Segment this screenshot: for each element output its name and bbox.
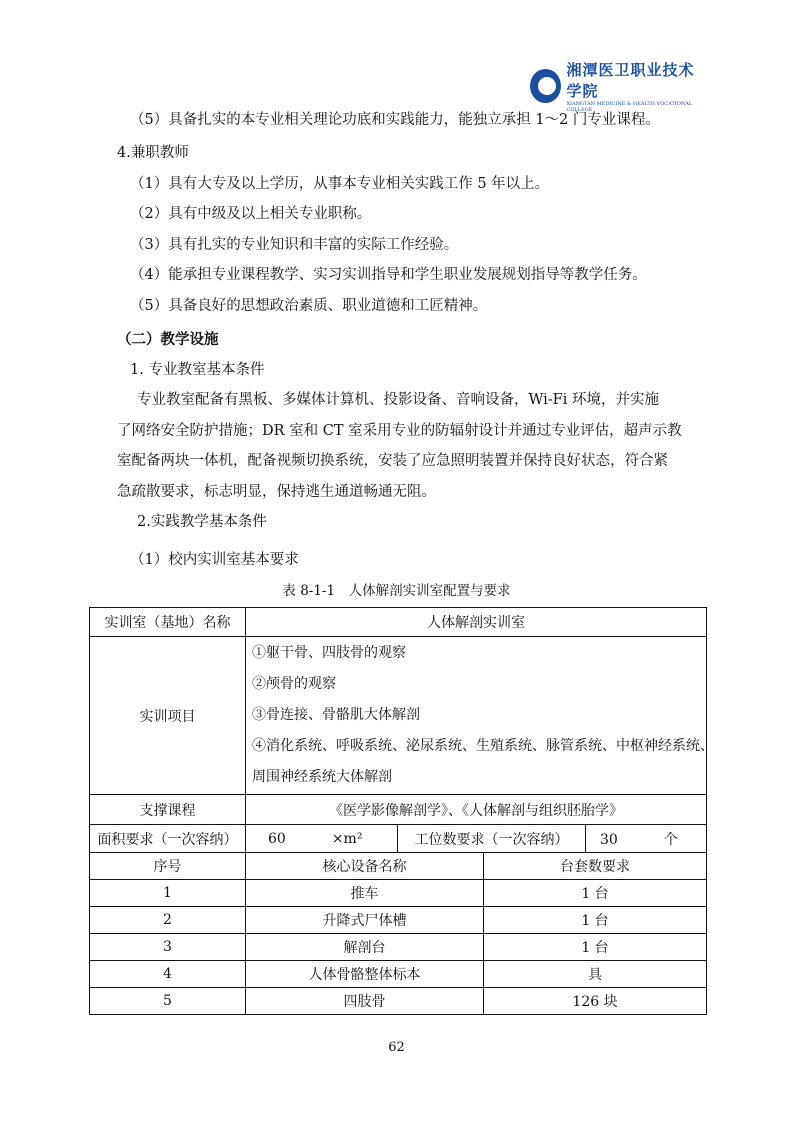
paragraph: （4）能承担专业课程教学、实习实训指导和学生职业发展规划指导等教学任务。 [130,267,647,283]
cell: 4 [90,961,246,988]
cell: 面积要求（一次容纳） [90,825,246,853]
cell: 3 [90,934,246,961]
cell: 实训项目 [90,637,246,795]
cell: 具 [484,961,707,988]
logo-en: XIANGTAN MEDICINE & HEALTH VOCATIONAL COLLEGE [566,101,693,113]
cell: 实训室（基地）名称 [90,608,246,637]
cell: 人体解剖实训室 [246,608,707,637]
header-cell: 台套数要求 [484,853,707,880]
table-caption: 表 8-1-1 人体解剖实训室配置与要求 [282,583,511,599]
project-item: 周围神经系统大体解剖 [252,769,392,785]
subheading: （1）校内实训室基本要求 [130,552,299,568]
cell: 四肢骨 [246,988,484,1015]
lab-requirements-table [89,607,714,1015]
project-item: ①躯干骨、四肢骨的观察 [252,645,406,661]
paragraph: （2）具有中级及以上相关专业职称。 [130,206,372,222]
project-item: ②颅骨的观察 [252,676,336,692]
cell: 126 块 [484,988,707,1015]
paragraph: 了网络安全防护措施；DR 室和 CT 室采用专业的防辐射设计并通过专业评估，超声示教 [117,423,682,439]
logo-cn: 湘潭医卫职业技术学院 [566,61,695,100]
cell: 工位数要求（一次容纳） [398,825,586,853]
logo-emblem-icon [530,69,561,103]
cell: 2 [90,907,246,934]
subheading: 2.实践教学基本条件 [137,514,267,530]
cell: 《医学影像解剖学》、《人体解剖与组织胚胎学》 [246,795,707,825]
college-logo [530,61,710,113]
area-value: 60 [268,830,286,847]
cell: 人体骨骼整体标本 [246,961,484,988]
station-unit: 个 [663,831,678,848]
paragraph: 室配备两块一体机，配备视频切换系统，安装了应急照明装置并保持良好状态，符合紧 [117,453,668,469]
cell: 推车 [246,880,484,907]
cell: 支撑课程 [90,795,246,825]
cell: 5 [90,988,246,1015]
cell: 1 台 [484,934,707,961]
header-cell: 序号 [90,853,246,880]
page-number: 62 [388,1040,405,1055]
cell: 1 台 [484,907,707,934]
cell: 升降式尸体槽 [246,907,484,934]
paragraph: （5）具备扎实的本专业相关理论功底和实践能力，能独立承担 1～2 门专业课程。 [130,112,660,128]
project-item: ③骨连接、骨骼肌大体解剖 [252,707,420,723]
cell: 解剖台 [246,934,484,961]
section-heading: （二）教学设施 [117,331,219,348]
heading: 4.兼职教师 [117,145,189,161]
paragraph: （5）具备良好的思想政治素质、职业道德和工匠精神。 [130,298,488,314]
cell: 1 台 [484,880,707,907]
header-cell: 核心设备名称 [246,853,484,880]
paragraph: （1）具有大专及以上学历，从事本专业相关实践工作 5 年以上。 [130,176,550,192]
cell: 1 [90,880,246,907]
station-value: 30 [600,831,618,848]
paragraph: 专业教室配备有黑板、多媒体计算机、投影设备、音响设备，Wi-Fi 环境，并实施 [137,392,659,408]
subheading: 1. 专业教室基本条件 [130,362,265,378]
project-item: ④消化系统、呼吸系统、泌尿系统、生殖系统、脉管系统、中枢神经系统、 [252,738,714,754]
paragraph: 急疏散要求，标志明显，保持逃生通道畅通无阻。 [117,484,436,500]
area-unit: ×m² [331,830,363,847]
paragraph: （3）具有扎实的专业知识和丰富的实际工作经验。 [130,237,459,253]
